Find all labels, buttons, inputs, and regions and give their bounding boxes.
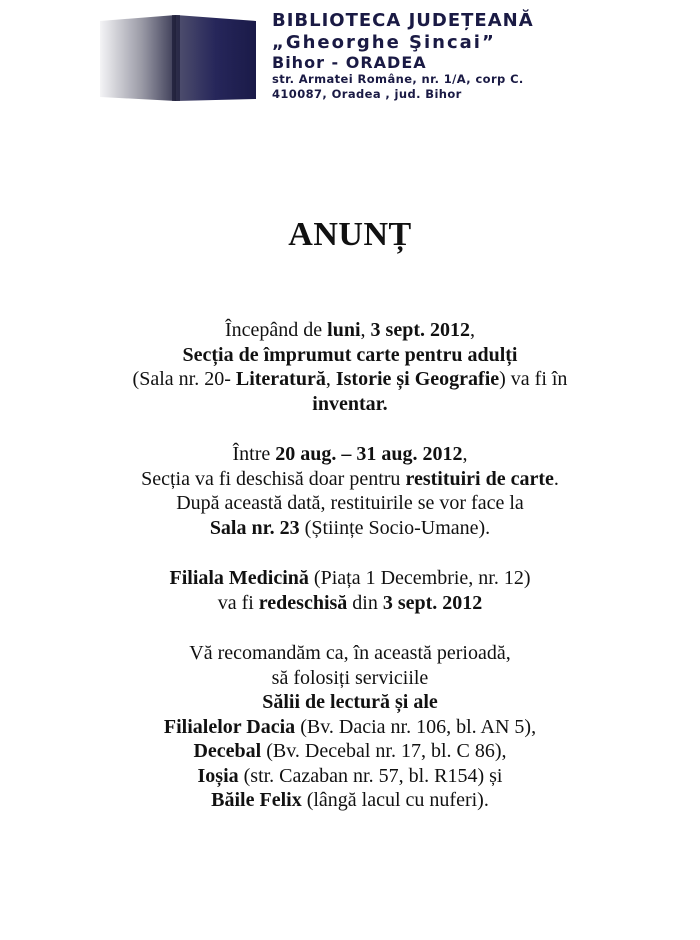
text-run: (Științe Socio-Umane). [299,516,491,539]
text-line: Vă recomandăm ca, în această perioadă, [189,642,511,664]
text-line [0,739,700,764]
text-run: (Sala nr. 20- [132,368,236,390]
text-run: Secția va fi deschisă doar pentru [141,467,406,490]
text-line [0,442,700,467]
text-line [0,367,700,392]
section-name: Secția de împrumut carte pentru adulți [182,343,518,366]
library-postal-address: 410087, Oradea , jud. Bihor [272,87,462,101]
text-line [0,392,700,417]
open-book-logo-icon [100,13,260,105]
text-run: (Piața 1 Decembrie, nr. 12) [308,567,531,589]
text-run-bold: Decebal [193,740,262,762]
text-run: , [469,319,475,341]
text-line [0,516,700,541]
announcement-body [0,210,700,813]
text-run-bold: luni [327,319,361,341]
text-run-bold: Filialelor Dacia [163,715,296,738]
library-street-address: str. Armatei Române, nr. 1/A, corp C. [272,72,524,86]
paragraph-recommendations [0,641,700,813]
library-header [272,10,692,102]
paragraph-inventory [0,318,700,416]
text-run: (str. Cazaban nr. 57, bl. R154) și [238,764,503,787]
text-run: ) va fi în [499,368,568,390]
text-run: (Bv. Decebal nr. 17, bl. C 86), [261,740,507,762]
text-line [0,318,700,343]
text-line: să folosiți serviciile [271,666,429,689]
text-run-bold: Sala nr. 23 [209,516,300,539]
library-name: BIBLIOTECA JUDEȚEANĂ [272,10,534,31]
text-line [0,343,700,368]
text-run-bold: 3 sept. 2012 [382,591,483,614]
text-run-bold: redeschisă [258,591,348,614]
text-run: Începând de [225,319,328,341]
text-run: va fi [217,591,259,614]
text-run-bold: Sălii de lectură și ale [262,691,438,713]
paragraph-returns [0,442,700,540]
text-run-bold: inventar. [312,392,388,415]
page-title: ANUNȚ [288,216,412,253]
text-run-bold: 20 aug. – 31 aug. 2012 [275,443,463,465]
text-run-bold: Literatură [235,368,326,390]
text-line [0,690,700,715]
text-run-bold: Ioșia [197,764,239,787]
text-run: , [325,368,336,390]
text-run: (lângă lacul cu nuferi). [301,789,489,811]
text-run-bold: Băile Felix [211,789,302,811]
text-run: (Bv. Dacia nr. 106, bl. AN 5), [295,715,537,738]
text-line [0,566,700,591]
library-city: Bihor - ORADEA [272,53,427,72]
text-line [0,788,700,813]
paragraph-branch-medicina [0,566,700,615]
text-line [0,467,700,492]
text-run: din [347,591,383,614]
text-line: După această dată, restituirile se vor face la [176,492,524,514]
library-patron-name: „Gheorghe Şincai” [272,32,496,53]
text-run-bold: restituiri de carte [405,467,554,490]
text-run: . [553,467,559,490]
text-run-bold: Istorie și Geografie [335,368,500,390]
text-run: , [462,443,468,465]
text-run: Între [232,443,276,465]
text-line [0,591,700,616]
text-line [0,715,700,740]
text-run: , [360,319,371,341]
text-run-bold: 3 sept. 2012 [370,319,470,341]
text-run-bold: Filiala Medicină [169,567,309,589]
text-line [0,764,700,789]
